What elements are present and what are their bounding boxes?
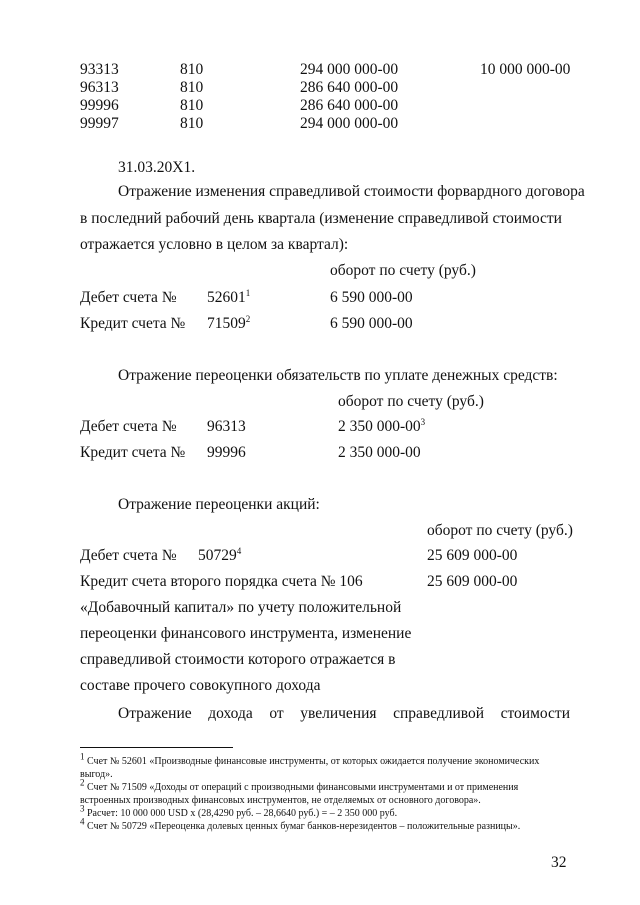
word: Отражение xyxy=(118,705,192,722)
page-number: 32 xyxy=(551,854,567,871)
footnote-ref: 4 xyxy=(236,545,242,556)
word: увеличения xyxy=(300,705,377,722)
date-heading: 31.03.20X1. xyxy=(118,159,196,176)
credit-account: 99996 xyxy=(207,444,246,461)
credit-amount: 25 609 000-00 xyxy=(427,573,518,590)
table-cell-amount: 286 640 000-00 xyxy=(300,79,399,96)
paragraph-line: Отражение переоценки обязательств по уплате денежных средств: xyxy=(118,367,558,384)
footnote-1-cont: выгод». xyxy=(80,769,113,780)
word: справедливой xyxy=(393,705,485,722)
paragraph-line: Отражение изменения справедливой стоимости форвардного договора xyxy=(118,183,585,200)
credit-account: 71509$^2$ xyxy=(207,313,251,332)
table-cell-amount: 294 000 000-00 xyxy=(300,115,399,132)
footnote-2-cont: встроенных производных финансовых инструментов, не отделяемых от основного договора». xyxy=(80,795,481,806)
debit-amount: 2 350 $000-00^3$ xyxy=(338,416,426,435)
debit-amount: 6 590 000-00 xyxy=(330,289,413,306)
word: стоимости xyxy=(500,705,570,722)
footnote-ref: 2 xyxy=(245,313,251,324)
turnover-header: оборот по счету (руб.) xyxy=(338,393,484,410)
debit-label: Дебет счета № xyxy=(80,289,177,306)
table-cell-code: 810 xyxy=(180,115,204,132)
debit-account: 52601$^1$ xyxy=(207,287,251,306)
word: от xyxy=(269,705,284,722)
table-cell-amount: 286 640 000-00 xyxy=(300,97,399,114)
table-cell-code: 810 xyxy=(180,97,204,114)
table-cell-account: 96313 xyxy=(80,79,119,96)
credit-description-line: «Добавочный капитал» по учету положительной xyxy=(80,599,402,616)
word: дохода xyxy=(208,705,253,722)
paragraph-line: в последний рабочий день квартала (изменение справедливой стоимости xyxy=(80,210,562,227)
credit-label: Кредит счета № xyxy=(80,444,186,461)
table-cell-amount: 294 000 000-00 xyxy=(300,61,399,78)
credit-label: Кредит счета № xyxy=(80,315,186,332)
footnote-separator xyxy=(80,747,233,748)
paragraph-line xyxy=(118,704,570,724)
footnote-ref: 3 xyxy=(420,416,426,427)
table-cell-account: 99996 xyxy=(80,97,119,114)
turnover-header: оборот по счету (руб.) xyxy=(330,262,476,279)
paragraph-line: отражается условно в целом за квартал): xyxy=(80,236,349,253)
footnote-1: $^1$ Счет № 52601 «Производные финансовые инструменты, от которых ожидается получение экономических xyxy=(80,751,540,767)
debit-label: Дебет счета № xyxy=(80,418,177,435)
credit-description-line: Кредит счета второго порядка счета № 106 xyxy=(80,573,363,590)
debit-label: Дебет счета № xyxy=(80,547,177,564)
debit-account: 50729$^4$ xyxy=(198,545,242,564)
table-cell-extra: 10 000 000-00 xyxy=(480,61,571,78)
table-cell-code: 810 xyxy=(180,61,204,78)
footnote-2: $^2$ Счет № 71509 «Доходы от операций с производными финансовыми инструментами и от применения xyxy=(80,777,519,793)
footnote-ref: 1 xyxy=(245,287,251,298)
footnote-3: $^3$ Расчет: 10 000 000 USD x (28,4290 руб. – 28,6640 руб.) = – 2 350 000 руб. xyxy=(80,803,398,819)
table-cell-account: 99997 xyxy=(80,115,119,132)
credit-amount: 2 350 000-00 xyxy=(338,444,421,461)
table-cell-account: 93313 xyxy=(80,61,119,78)
turnover-header: оборот по счету (руб.) xyxy=(427,522,573,539)
credit-description-line: составе прочего совокупного дохода xyxy=(80,677,321,694)
table-cell-code: 810 xyxy=(180,79,204,96)
footnote-4: $^4$ Счет № 50729 «Переоценка долевых ценных бумаг банков-нерезидентов – положительные разницы». xyxy=(80,816,521,832)
credit-description-line: справедливой стоимости которого отражается в xyxy=(80,651,396,668)
debit-account: 96313 xyxy=(207,418,246,435)
paragraph-line: Отражение переоценки акций: xyxy=(118,496,320,513)
credit-amount: 6 590 000-00 xyxy=(330,315,413,332)
debit-amount: 25 609 000-00 xyxy=(427,547,518,564)
credit-description-line: переоценки финансового инструмента, изменение xyxy=(80,625,412,642)
